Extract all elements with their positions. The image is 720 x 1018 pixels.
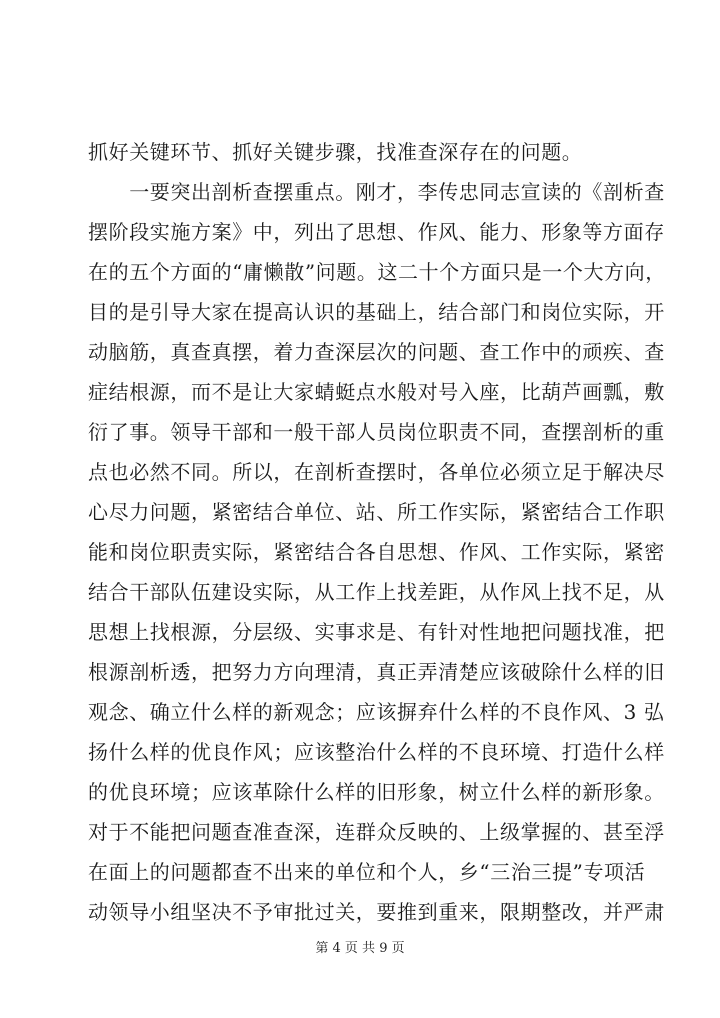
text-line: 抓好关键环节、抓好关键步骤，找准查深存在的问题。 [88,140,583,164]
text-line: 扬什么样的优良作风；应该整治什么样的不良环境、打造什么样 [88,740,665,764]
text-line: 结合干部队伍建设实际，从工作上找差距，从作风上找不足，从 [88,580,665,604]
text-line: 动脑筋，真查真摆，着力查深层次的问题、查工作中的顽疾、查 [88,340,665,364]
text-line: 能和岗位职责实际，紧密结合各自思想、作风、工作实际，紧密 [88,540,665,564]
text-line: 衍了事。领导干部和一般干部人员岗位职责不同，查摆剖析的重 [88,420,665,444]
text-line: 观念、确立什么样的新观念；应该摒弃什么样的不良作风、3 弘 [88,700,665,724]
text-line: 一要突出剖析查摆重点。刚才，李传忠同志宣读的《剖析查 [88,180,665,204]
text-line: 根源剖析透，把努力方向理清，真正弄清楚应该破除什么样的旧 [88,660,665,684]
page-number-footer: 第 4 页 共 9 页 [315,941,405,956]
text-line: 目的是引导大家在提高认识的基础上，结合部门和岗位实际，开 [88,300,665,324]
text-line: 动领导小组坚决不予审批过关，要推到重来，限期整改，并严肃 [88,900,665,924]
text-line: 点也必然不同。所以，在剖析查摆时，各单位必须立足于解决尽 [88,460,665,484]
text-line: 症结根源，而不是让大家蜻蜓点水般对号入座，比葫芦画瓢，敷 [88,380,665,404]
text-line: 心尽力问题，紧密结合单位、站、所工作实际，紧密结合工作职 [88,500,665,524]
text-line: 的优良环境；应该革除什么样的旧形象，树立什么样的新形象。 [88,780,665,804]
text-line: 在面上的问题都查不出来的单位和个人，乡“三治三提”专项活 [88,860,646,884]
text-line: 对于不能把问题查准查深，连群众反映的、上级掌握的、甚至浮 [88,820,665,844]
text-line: 思想上找根源，分层级、实事求是、有针对性地把问题找准，把 [88,620,665,644]
text-line: 在的五个方面的“庸懒散”问题。这二十个方面只是一个大方向， [88,260,666,284]
text-line: 摆阶段实施方案》中，列出了思想、作风、能力、形象等方面存 [88,220,665,244]
